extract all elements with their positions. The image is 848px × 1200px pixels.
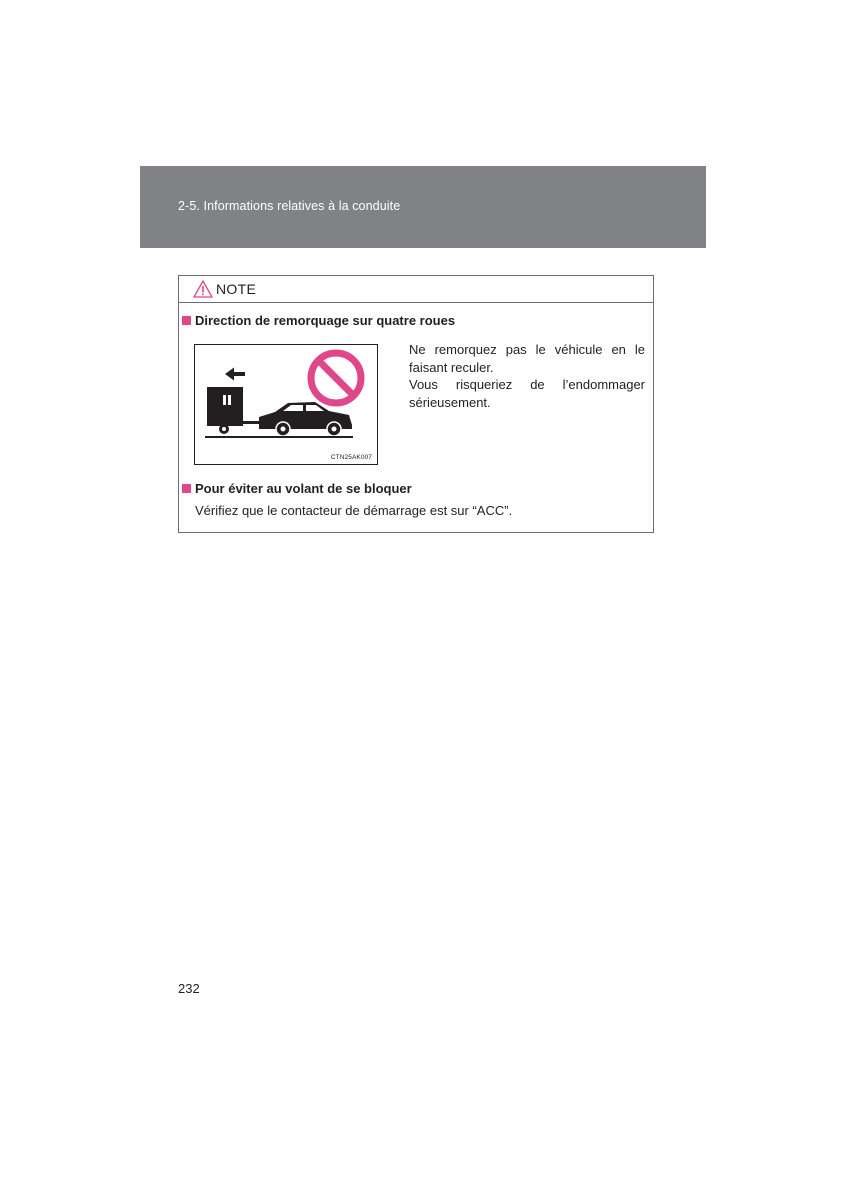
warning-triangle-icon: [193, 280, 213, 298]
left-arrow-icon: [225, 368, 245, 381]
note-label: NOTE: [216, 281, 257, 297]
paragraph: Ne remorquez pas le véhicule en le faisant reculer.: [409, 342, 645, 375]
note-header: [179, 276, 653, 303]
section-header-band: [140, 166, 706, 248]
section-heading-text: Pour éviter au volant de se bloquer: [195, 481, 412, 496]
page-number: 232: [178, 981, 200, 996]
steering-instruction-text: Vérifiez que le contacteur de démarrage est sur “ACC”.: [195, 503, 513, 518]
ground-line: [205, 436, 353, 438]
towing-illustration: [194, 344, 378, 465]
car-icon: [259, 402, 352, 436]
illustration-code: CTN25AK007: [330, 454, 372, 461]
section-heading-steering: [182, 481, 412, 496]
towing-warning-text: [409, 341, 645, 411]
section-heading-towing: [182, 313, 455, 328]
section-title: 2-5. Informations relatives à la conduite: [178, 199, 401, 213]
note-box: [178, 275, 654, 533]
square-bullet-icon: [182, 316, 191, 325]
prohibited-icon: [311, 353, 361, 403]
section-heading-text: Direction de remorquage sur quatre roues: [195, 313, 456, 328]
paragraph: Vous risqueriez de l’endommager sérieusement.: [409, 377, 645, 410]
tow-truck-icon: [207, 387, 260, 434]
square-bullet-icon: [182, 484, 191, 493]
